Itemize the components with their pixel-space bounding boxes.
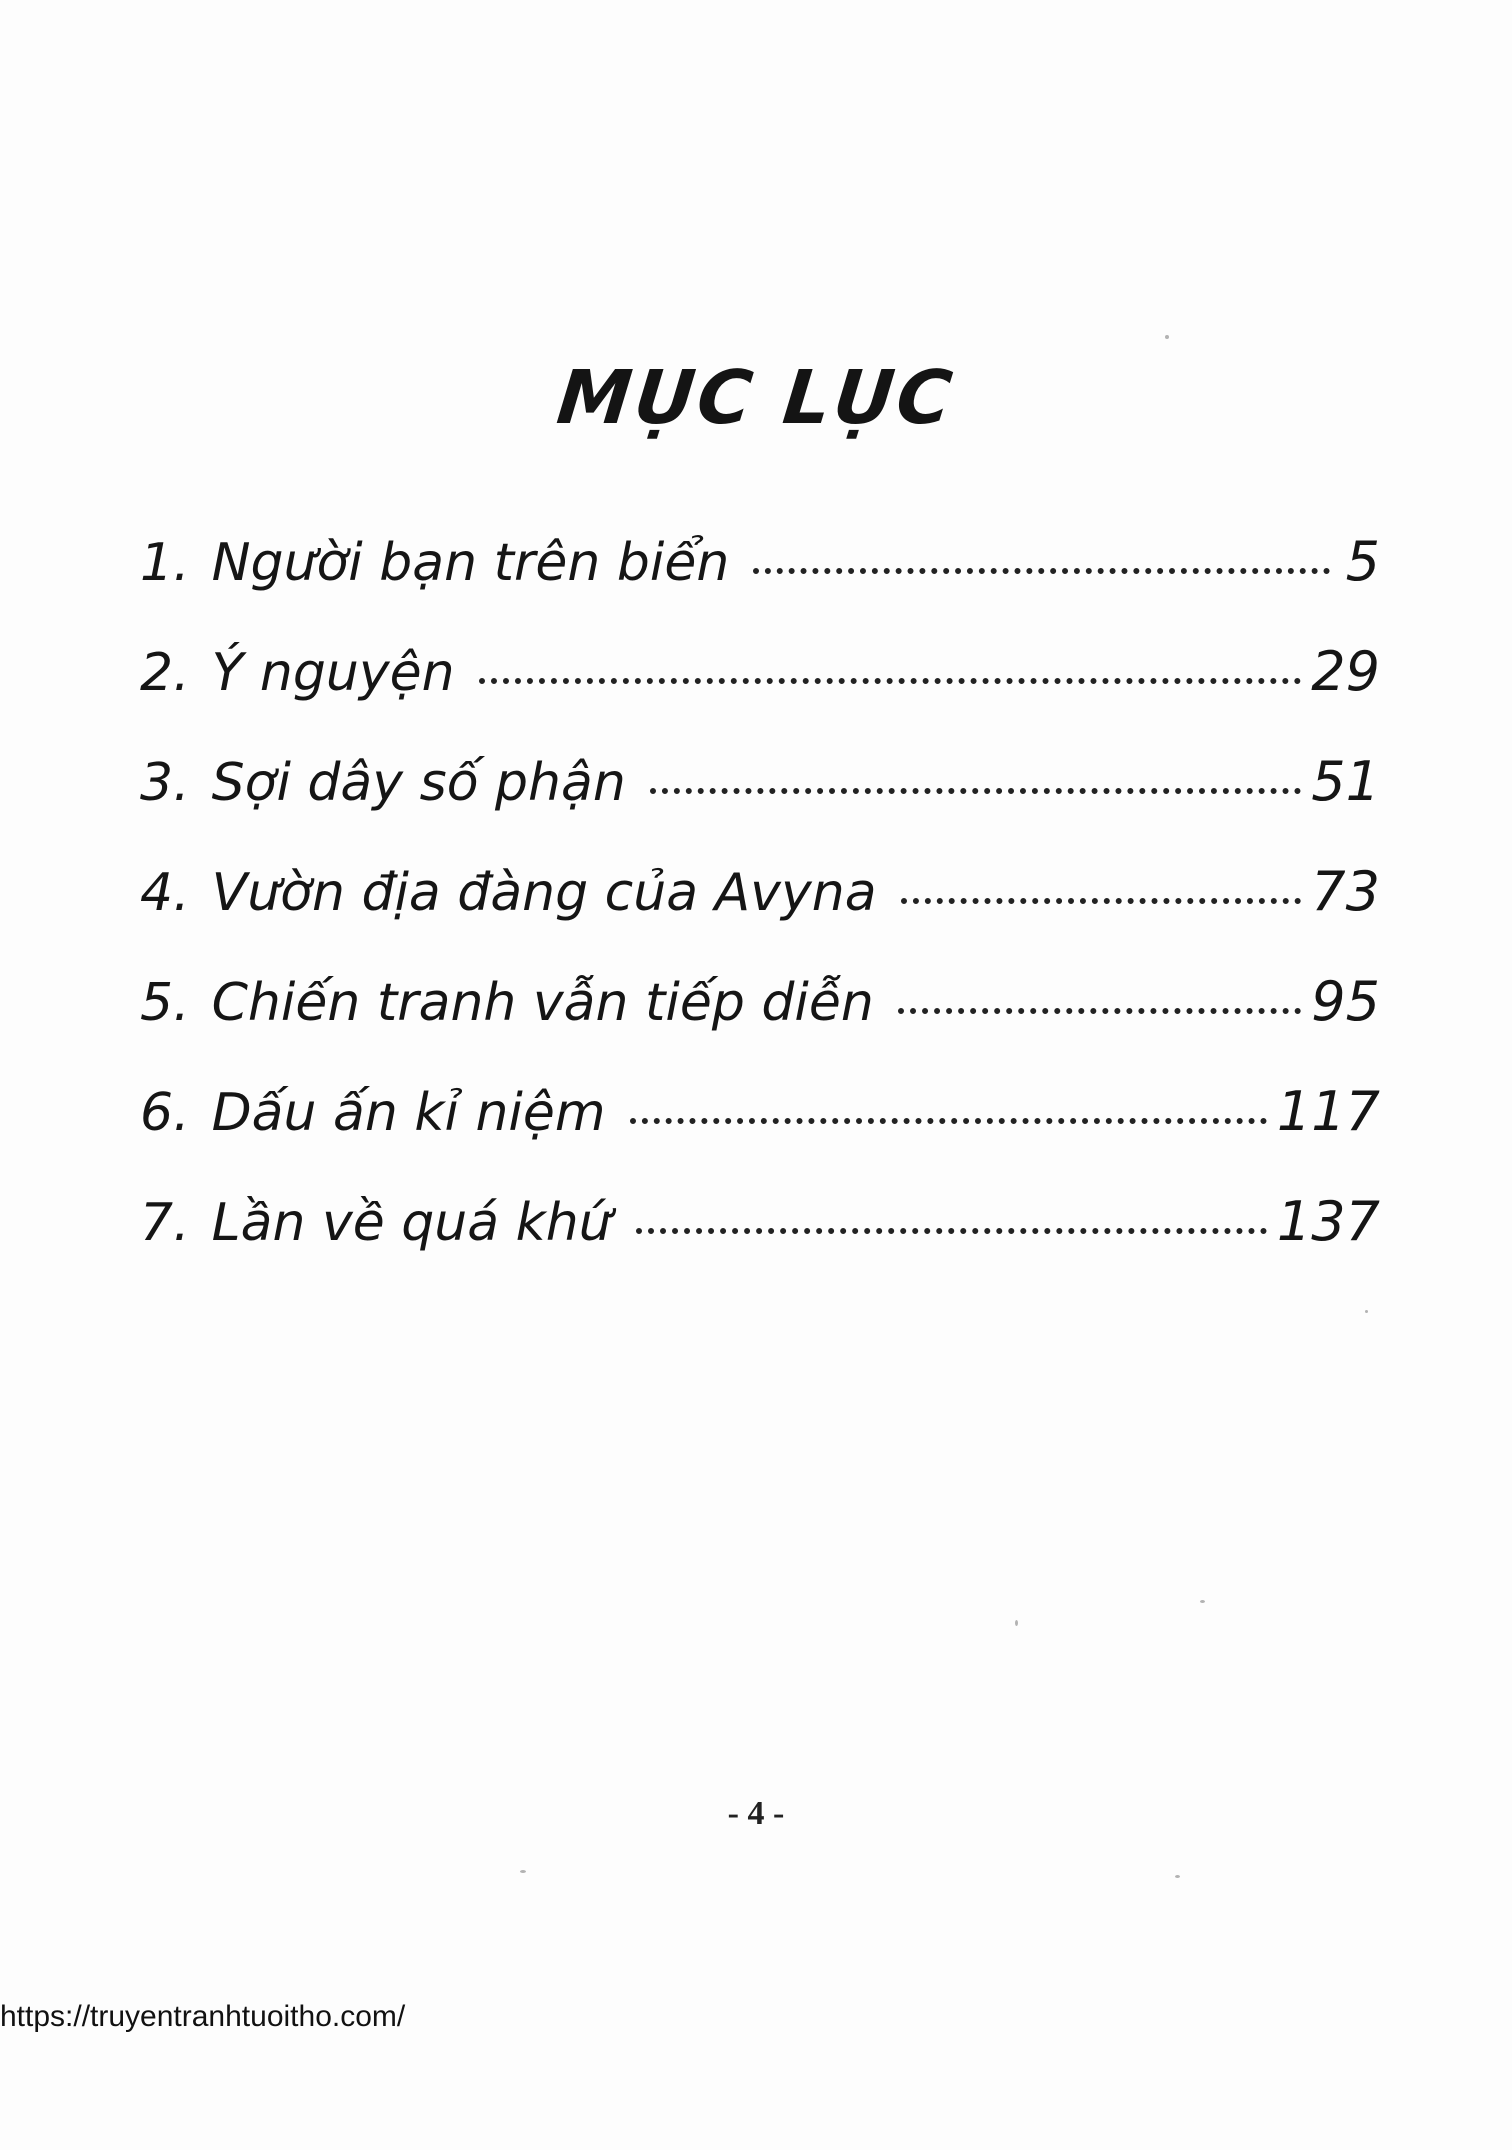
toc-entry-title: Người bạn trên biển xyxy=(211,533,730,593)
scan-speck xyxy=(520,1870,526,1873)
toc-entry xyxy=(140,530,1380,640)
toc-entry-page: 137 xyxy=(1276,1190,1380,1253)
dot-leader xyxy=(479,678,1302,684)
toc-entry xyxy=(140,640,1380,750)
scan-speck xyxy=(1200,1600,1205,1603)
dot-leader xyxy=(636,1228,1267,1234)
scan-speck xyxy=(1175,1875,1180,1878)
toc-entry-page: 51 xyxy=(1311,750,1380,813)
toc-entry xyxy=(140,1080,1380,1190)
dot-leader xyxy=(630,1118,1267,1124)
table-of-contents xyxy=(140,530,1380,1300)
source-url: https://truyentranhtuoitho.com/ xyxy=(0,2000,406,2033)
toc-entry xyxy=(140,1190,1380,1300)
toc-entry-title: Vườn địa đàng của Avyna xyxy=(211,863,877,923)
dot-leader xyxy=(901,898,1302,904)
toc-entry-page: 29 xyxy=(1311,640,1380,703)
toc-entry xyxy=(140,750,1380,860)
toc-heading: MỤC LỤC xyxy=(553,355,959,441)
toc-entry-page: 5 xyxy=(1345,530,1380,593)
toc-entry-number: 4. xyxy=(140,863,190,923)
toc-entry-title: Lần về quá khứ xyxy=(211,1193,612,1253)
toc-entry xyxy=(140,860,1380,970)
toc-entry-title: Ý nguyện xyxy=(211,643,455,703)
page-number: - 4 - xyxy=(727,1795,785,1832)
toc-entry-number: 7. xyxy=(140,1193,190,1253)
toc-entry-title: Sợi dây số phận xyxy=(211,753,626,813)
toc-entry-number: 1. xyxy=(140,533,190,593)
toc-entry-number: 2. xyxy=(140,643,190,703)
toc-entry-number: 3. xyxy=(140,753,190,813)
dot-leader xyxy=(650,788,1301,794)
toc-entry-page: 95 xyxy=(1311,970,1380,1033)
toc-entry-title: Dấu ấn kỉ niệm xyxy=(211,1083,606,1143)
toc-entry-number: 6. xyxy=(140,1083,190,1143)
toc-entry xyxy=(140,970,1380,1080)
toc-entry-number: 5. xyxy=(140,973,190,1033)
dot-leader xyxy=(898,1008,1301,1014)
scan-speck xyxy=(1015,1620,1018,1626)
scan-speck xyxy=(1165,335,1169,339)
toc-entry-page: 117 xyxy=(1276,1080,1380,1143)
scan-speck xyxy=(1365,1310,1368,1313)
toc-entry-page: 73 xyxy=(1311,860,1380,923)
toc-entry-title: Chiến tranh vẫn tiếp diễn xyxy=(211,973,874,1033)
dot-leader xyxy=(753,568,1330,574)
